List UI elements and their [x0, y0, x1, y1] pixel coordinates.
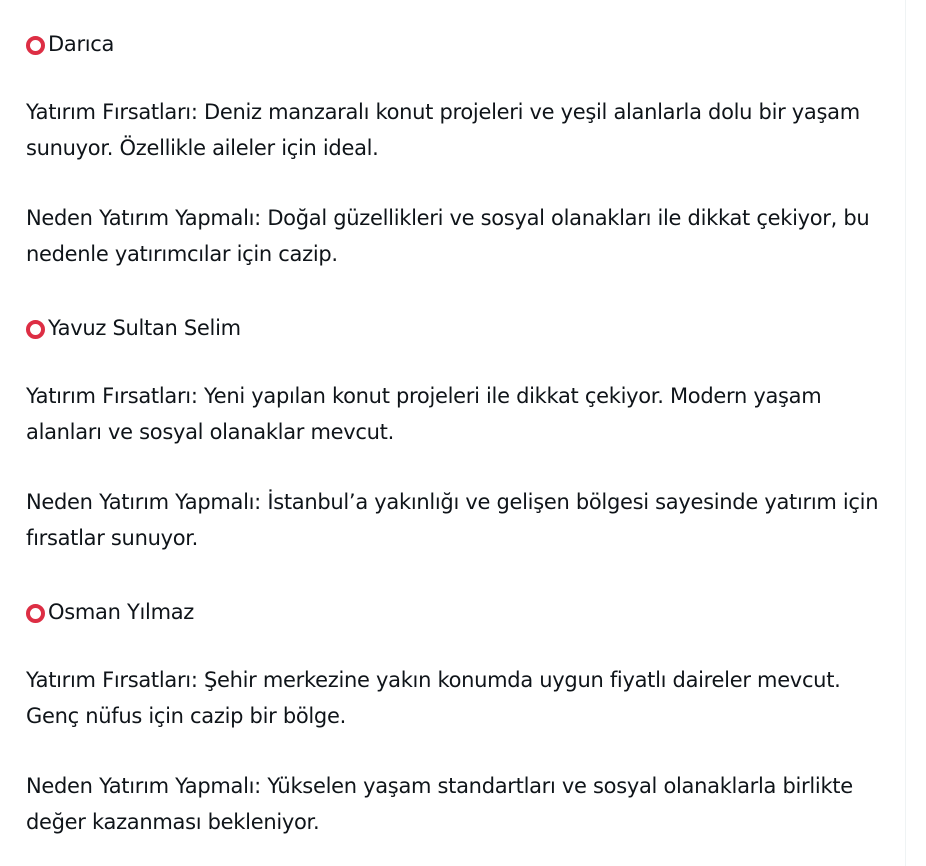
- investment-opportunities-text: Yatırım Fırsatları: Deniz manzaralı konut projeleri ve yeşil alanlarla dolu bir yaşam sunuyor. Özellikle aileler için ideal.: [26, 100, 860, 160]
- investment-opportunities-text: Yatırım Fırsatları: Şehir merkezine yakın konumda uygun fiyatlı daireler mevcut. Genç nüfus için cazip bir bölge.: [26, 668, 841, 728]
- column-divider: [905, 0, 906, 866]
- section-title: Osman Yılmaz: [48, 600, 195, 624]
- section-heading-osman-yilmaz: [26, 590, 896, 634]
- section-heading-darica: [26, 22, 896, 66]
- hollow-red-circle-icon: [26, 36, 45, 55]
- why-invest-text: Neden Yatırım Yapmalı: İstanbul’a yakınlığı ve gelişen bölgesi sayesinde yatırım için fırsatlar sunuyor.: [26, 490, 879, 550]
- investment-opportunities-text: Yatırım Fırsatları: Yeni yapılan konut projeleri ile dikkat çekiyor. Modern yaşam alanları ve sosyal olanaklar mevcut.: [26, 384, 822, 444]
- hollow-red-circle-icon: [26, 604, 45, 623]
- section-title: Yavuz Sultan Selim: [48, 316, 241, 340]
- why-invest-text: Neden Yatırım Yapmalı: Doğal güzellikleri ve sosyal olanakları ile dikkat çekiyor, bu nedenle yatırımcılar için cazip.: [26, 206, 870, 266]
- section-heading-yavuz-sultan-selim: [26, 306, 896, 350]
- post-body: [26, 22, 896, 840]
- hollow-red-circle-icon: [26, 320, 45, 339]
- spacer: [26, 634, 896, 662]
- spacer: [26, 556, 896, 590]
- spacer: [26, 450, 896, 484]
- section-title: Darıca: [48, 32, 115, 56]
- spacer: [26, 66, 896, 94]
- spacer: [26, 272, 896, 306]
- spacer: [26, 166, 896, 200]
- spacer: [26, 350, 896, 378]
- why-invest-text: Neden Yatırım Yapmalı: Yükselen yaşam standartları ve sosyal olanaklarla birlikte değer kazanması bekleniyor.: [26, 774, 853, 834]
- spacer: [26, 734, 896, 768]
